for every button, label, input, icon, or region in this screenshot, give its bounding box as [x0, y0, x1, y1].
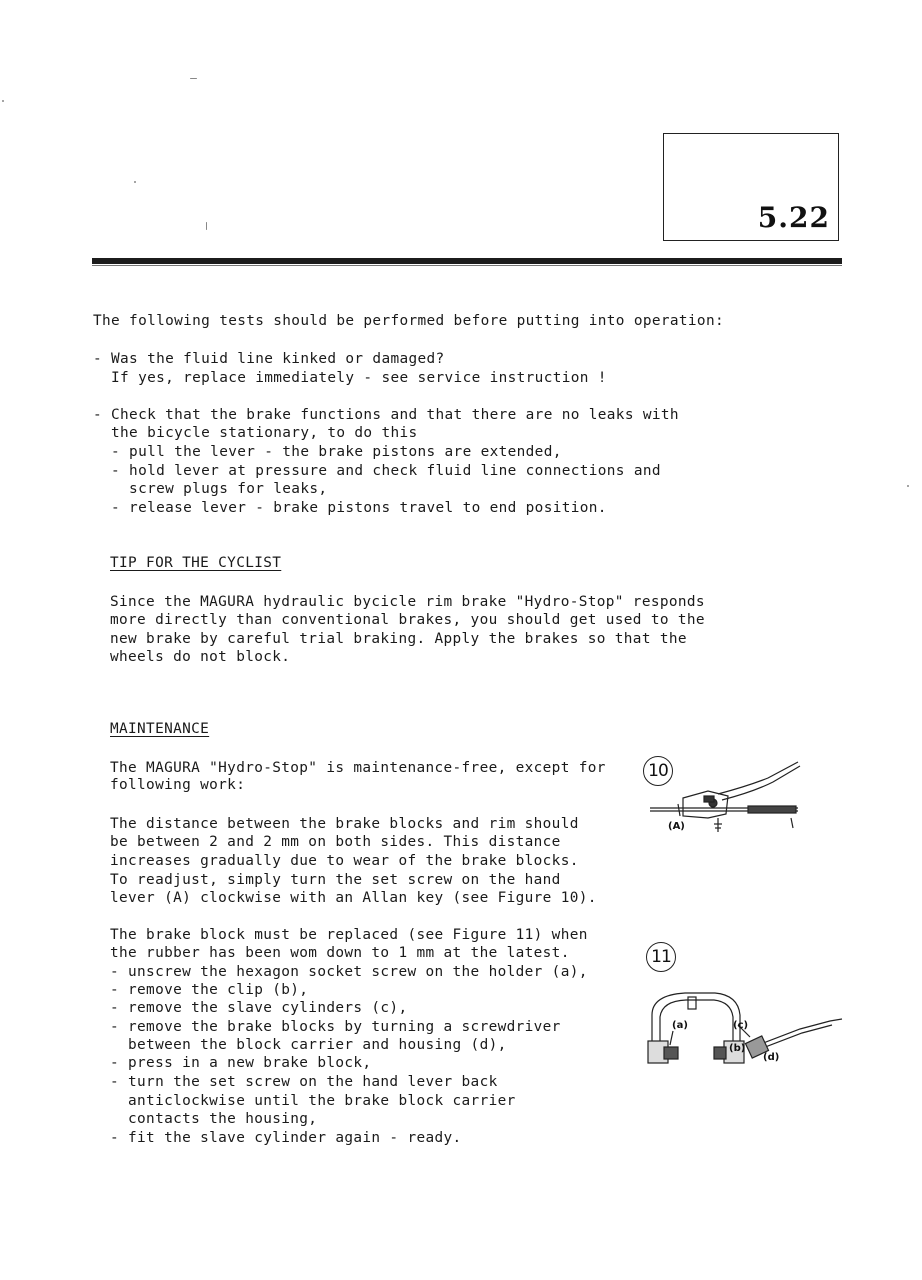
replace-line: anticlockwise until the brake block carrier: [110, 1093, 516, 1109]
distance-line: be between 2 and 2 mm on both sides. This distance: [110, 834, 561, 850]
tip-heading: TIP FOR THE CYCLIST: [110, 555, 282, 571]
replace-line: - unscrew the hexagon socket screw on the holder (a),: [110, 964, 588, 980]
check-line: - release lever - brake pistons travel to end position.: [93, 500, 607, 516]
distance-line: To readjust, simply turn the set screw on the hand: [110, 872, 561, 888]
replace-line: - fit the slave cylinder again - ready.: [110, 1130, 462, 1146]
distance-line: lever (A) clockwise with an Allan key (see Figure 10).: [110, 890, 597, 906]
scan-speck: [190, 78, 197, 79]
check-line: - pull the lever - the brake pistons are extended,: [93, 444, 562, 460]
maintenance-heading: MAINTENANCE: [110, 721, 210, 737]
tip-line: more directly than conventional brakes, you should get used to the: [110, 612, 705, 628]
page-number-box: [663, 133, 839, 241]
maintenance-line: following work:: [110, 777, 246, 793]
header-rule-shadow: [92, 265, 842, 266]
figure-10-number: 10: [643, 756, 673, 786]
figure-11-label-c: (c): [733, 1020, 749, 1031]
replace-line: - press in a new brake block,: [110, 1055, 372, 1071]
scan-speck: [134, 181, 136, 183]
replace-line: - remove the brake blocks by turning a screwdriver: [110, 1019, 561, 1035]
replace-line: - remove the slave cylinders (c),: [110, 1000, 408, 1016]
distance-line: increases gradually due to wear of the brake blocks.: [110, 853, 579, 869]
distance-line: The distance between the brake blocks and rim should: [110, 816, 579, 832]
hand-lever-illustration: [648, 756, 808, 846]
figure-11-label-a: (a): [672, 1020, 688, 1031]
figure-11-number: 11: [646, 942, 676, 972]
check-line: screw plugs for leaks,: [93, 481, 328, 497]
tip-line: new brake by careful trial braking. Apply the brakes so that the: [110, 631, 687, 647]
check-line: - Was the fluid line kinked or damaged?: [93, 351, 445, 367]
tip-line: wheels do not block.: [110, 649, 291, 665]
page-number: 5.22: [757, 201, 830, 234]
check-line: If yes, replace immediately - see service instruction !: [93, 370, 607, 386]
scan-speck: [907, 485, 909, 487]
scan-speck: [206, 222, 207, 230]
figure-10-label-a: (A): [668, 821, 685, 832]
figure-11-label-b: (b): [729, 1043, 746, 1054]
replace-line: - remove the clip (b),: [110, 982, 309, 998]
replace-line: contacts the housing,: [110, 1111, 318, 1127]
figure-11-label-d: (d): [763, 1052, 780, 1063]
maintenance-line: The MAGURA "Hydro-Stop" is maintenance-free, except for: [110, 760, 606, 776]
header-rule: [92, 258, 842, 264]
replace-line: - turn the set screw on the hand lever back: [110, 1074, 498, 1090]
check-line: - hold lever at pressure and check fluid line connections and: [93, 463, 661, 479]
check-line: - Check that the brake functions and that there are no leaks with: [93, 407, 679, 423]
check-line: the bicycle stationary, to do this: [93, 425, 418, 441]
scan-speck: [2, 100, 4, 102]
intro-text: The following tests should be performed before putting into operation:: [93, 313, 724, 329]
replace-line: between the block carrier and housing (d),: [110, 1037, 507, 1053]
tip-line: Since the MAGURA hydraulic bycicle rim brake "Hydro-Stop" responds: [110, 594, 705, 610]
replace-line: the rubber has been wom down to 1 mm at the latest.: [110, 945, 570, 961]
replace-line: The brake block must be replaced (see Figure 11) when: [110, 927, 588, 943]
